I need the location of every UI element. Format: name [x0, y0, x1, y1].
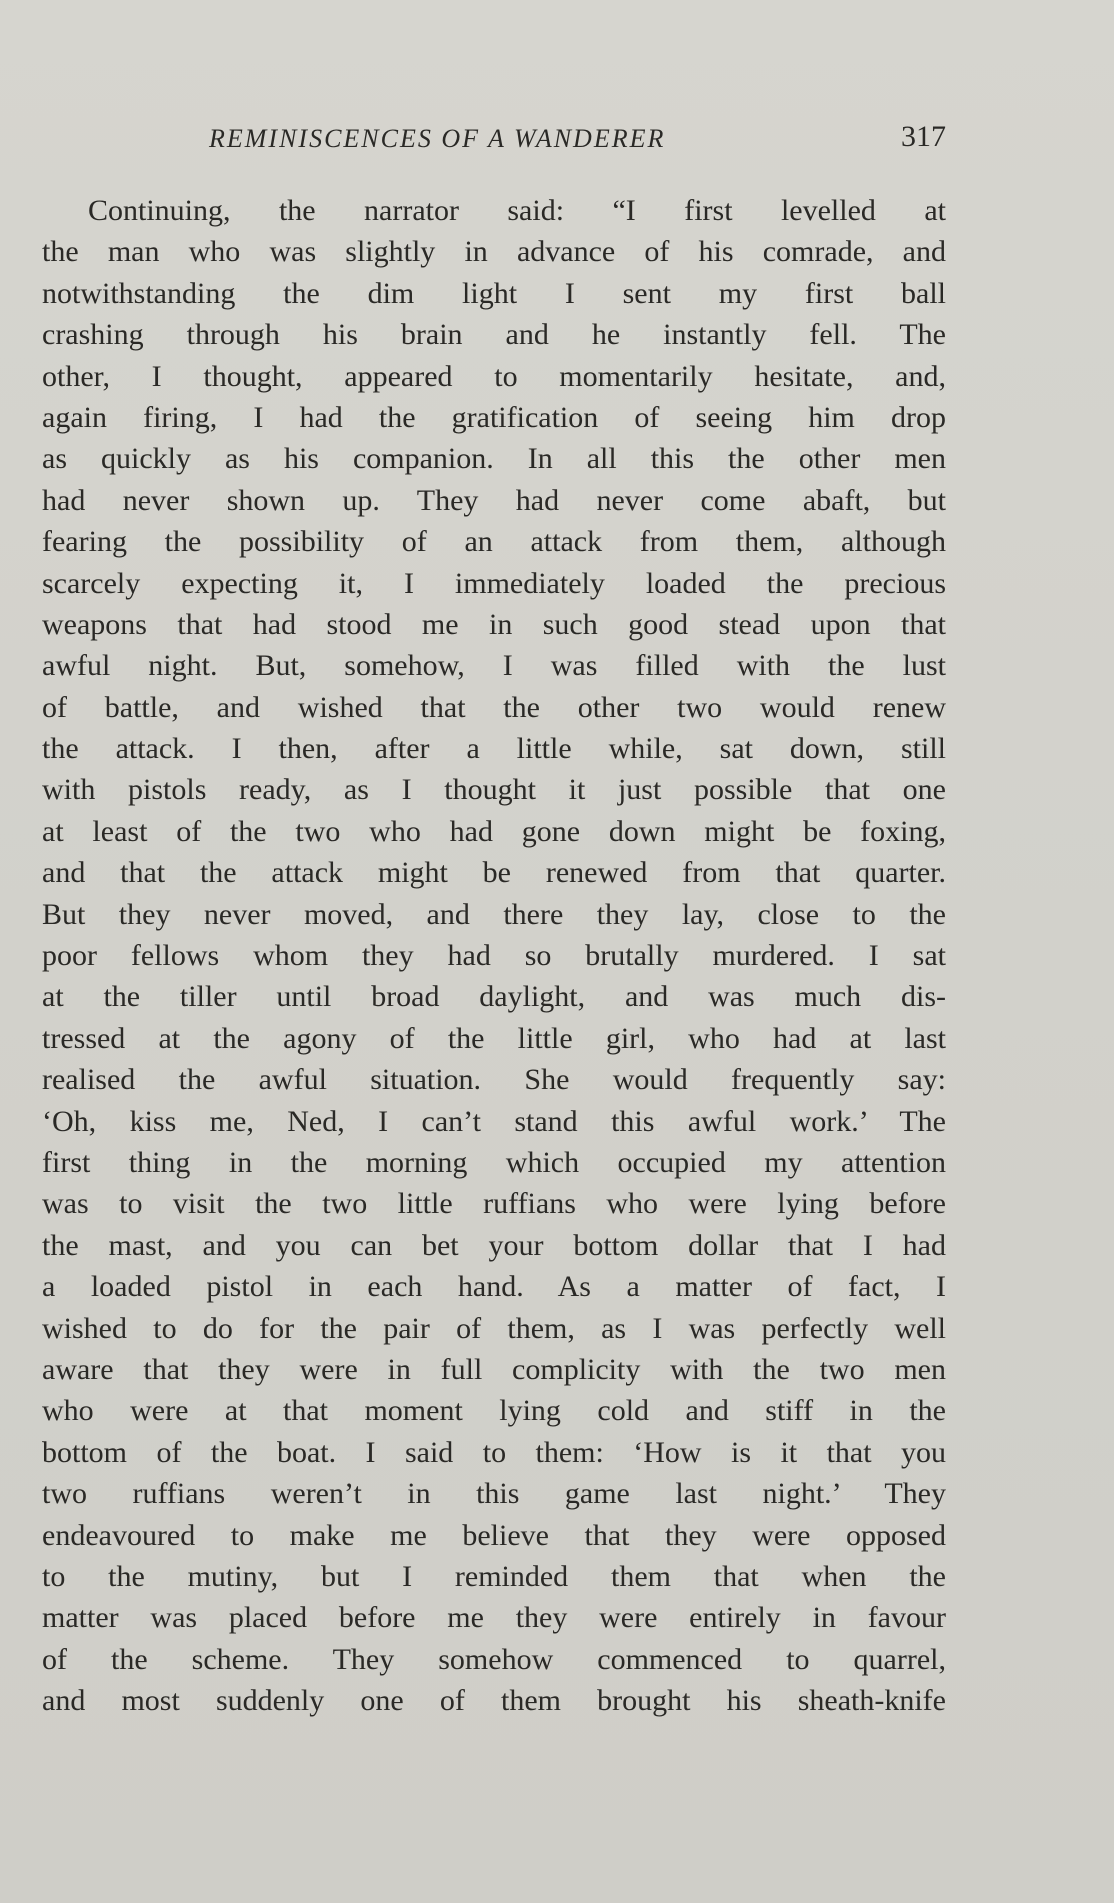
text-line: a loaded pistol in each hand. As a matter of fact, I: [42, 1270, 946, 1304]
text-line: of battle, and wished that the other two would renew: [42, 690, 946, 724]
body-text: [42, 190, 946, 1721]
text-line: But they never moved, and there they lay, close to the: [42, 897, 946, 931]
text-line: and most suddenly one of them brought his sheath-knife: [42, 1684, 946, 1718]
text-line: to the mutiny, but I reminded them that when the: [42, 1559, 946, 1593]
text-line: realised the awful situation. She would frequently say:: [42, 1063, 946, 1097]
text-line: crashing through his brain and he instantly fell. The: [42, 318, 946, 352]
text-line: at least of the two who had gone down might be foxing,: [42, 814, 946, 848]
text-line: first thing in the morning which occupied my attention: [42, 1145, 946, 1179]
text-line: scarcely expecting it, I immediately loaded the precious: [42, 566, 946, 600]
text-line: endeavoured to make me believe that they were opposed: [42, 1518, 946, 1552]
text-line: of the scheme. They somehow commenced to quarrel,: [42, 1642, 946, 1676]
text-line: as quickly as his companion. In all this the other men: [42, 442, 946, 476]
text-line: the mast, and you can bet your bottom dollar that I had: [42, 1228, 946, 1262]
running-title: REMINISCENCES OF A WANDERER: [209, 124, 666, 153]
running-head: [44, 120, 946, 160]
text-line: the man who was slightly in advance of his comrade, and: [42, 235, 946, 269]
text-line: notwithstanding the dim light I sent my first ball: [42, 276, 946, 310]
text-line: bottom of the boat. I said to them: ‘How is it that you: [42, 1435, 946, 1469]
text-line: and that the attack might be renewed from that quarter.: [42, 856, 946, 890]
text-line: ‘Oh, kiss me, Ned, I can’t stand this awful work.’ The: [42, 1104, 946, 1138]
text-line: matter was placed before me they were entirely in favour: [42, 1601, 946, 1635]
text-line: aware that they were in full complicity with the two men: [42, 1352, 946, 1386]
text-line: fearing the possibility of an attack from them, although: [42, 525, 946, 559]
text-line: two ruffians weren’t in this game last night.’ They: [42, 1477, 946, 1511]
text-line: poor fellows whom they had so brutally murdered. I sat: [42, 939, 946, 973]
text-line: tressed at the agony of the little girl, who had at last: [42, 1021, 946, 1055]
text-line: had never shown up. They had never come abaft, but: [42, 483, 946, 517]
text-line: weapons that had stood me in such good stead upon that: [42, 607, 946, 641]
text-line: at the tiller until broad daylight, and was much dis-: [42, 980, 946, 1014]
text-line: wished to do for the pair of them, as I was perfectly well: [42, 1311, 946, 1345]
page-number: 317: [901, 120, 946, 153]
text-line: with pistols ready, as I thought it just possible that one: [42, 773, 946, 807]
text-line: other, I thought, appeared to momentarily hesitate, and,: [42, 359, 946, 393]
text-line: again firing, I had the gratification of seeing him drop: [42, 400, 946, 434]
text-line: who were at that moment lying cold and stiff in the: [42, 1394, 946, 1428]
text-line: awful night. But, somehow, I was filled with the lust: [42, 649, 946, 683]
text-line: was to visit the two little ruffians who were lying before: [42, 1187, 946, 1221]
text-line: Continuing, the narrator said: “I first levelled at: [88, 194, 946, 227]
text-line: the attack. I then, after a little while, sat down, still: [42, 732, 946, 766]
